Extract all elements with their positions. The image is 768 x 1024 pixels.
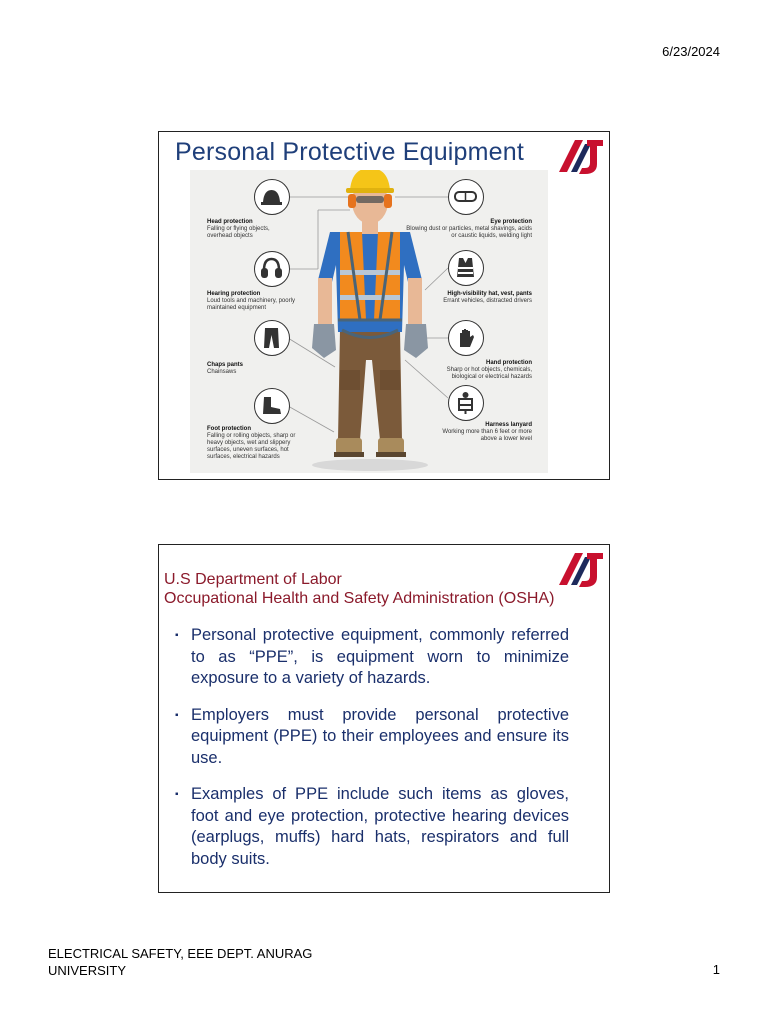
slide-title: Personal Protective Equipment (175, 138, 525, 166)
heading-line-1: U.S Department of Labor (164, 571, 342, 588)
chaps-pants-icon (254, 320, 290, 356)
list-item: ▪ Personal protective equipment, commonly referred to as “PPE”, is equipment worn to minimize exposure to a variety of hazards. (175, 626, 569, 687)
page-footer (48, 945, 312, 979)
footer-line-2: UNIVERSITY (48, 963, 127, 978)
university-logo-icon (557, 136, 605, 178)
list-item: ▪ Employers must provide personal protective equipment (PPE) to their employees and ensure its use. (175, 705, 569, 767)
high-visibility-vest-icon (448, 250, 484, 286)
hazard-desc: Errant vehicles, distracted drivers (443, 298, 532, 304)
bullet-square-icon: ▪ (175, 630, 179, 641)
hazard-name: Harness lanyard (485, 422, 532, 428)
safety-goggles-icon (448, 179, 484, 215)
hazard-hand-protection (432, 360, 532, 381)
slide-osha-ppe (158, 544, 610, 893)
bullet-square-icon: ▪ (175, 789, 179, 800)
hazard-name: Head protection (207, 219, 253, 225)
bullet-square-icon: ▪ (175, 709, 179, 721)
ppe-infographic (190, 170, 548, 473)
hazard-eye-protection (404, 219, 532, 240)
hazard-desc: Loud tools and machinery, poorly maintained equipment (207, 298, 295, 311)
hazard-desc: Working more than 6 feet or more above a lower level (442, 429, 532, 442)
hazard-name: Hand protection (486, 360, 532, 366)
hazard-hearing-protection (207, 291, 299, 312)
page-date: 6/23/2024 (662, 44, 720, 59)
hazard-name: Foot protection (207, 426, 251, 432)
hazard-desc: Falling or rolling objects, sharp or heavy objects, wet and slippery surfaces, uneven surfaces, hot surfaces, electrical hazards (207, 433, 296, 460)
harness-lanyard-icon (448, 385, 484, 421)
slide-ppe-infographic (158, 131, 610, 480)
list-item: ▪ Examples of PPE include such items as gloves, foot and eye protection, protective hearing devices (earplugs, muffs) hard hats, respirators and full body suits. (175, 785, 569, 868)
hazard-desc: Chainsaws (207, 369, 237, 375)
hazard-name: Hearing protection (207, 291, 261, 297)
hazard-high-visibility (422, 291, 532, 305)
safety-boot-icon (254, 388, 290, 424)
page-number: 1 (712, 962, 720, 977)
hazard-desc: Blowing dust or particles, metal shavings, acids or caustic liquids, welding light (406, 226, 532, 239)
hazard-foot-protection (207, 426, 303, 461)
hazard-chaps-pants (207, 362, 289, 376)
hazard-name: Chaps pants (207, 362, 244, 368)
ppe-bullet-list (175, 625, 569, 885)
glove-icon (448, 320, 484, 356)
hazard-desc: Sharp or hot objects, chemicals, biological or electrical hazards (446, 367, 532, 380)
university-logo-icon (557, 549, 605, 591)
osha-heading (164, 570, 554, 608)
hazard-name: High-visibility hat, vest, pants (447, 291, 532, 297)
heading-line-2: Occupational Health and Safety Administration (OSHA) (164, 590, 555, 607)
hazard-name: Eye protection (490, 219, 532, 225)
hazard-head-protection (207, 219, 289, 240)
hard-hat-icon (254, 179, 290, 215)
ear-muffs-icon (254, 251, 290, 287)
hazard-desc: Falling or flying objects, overhead objects (207, 226, 270, 239)
footer-line-1: ELECTRICAL SAFETY, EEE DEPT. ANURAG (48, 946, 313, 961)
hazard-harness-lanyard (428, 422, 532, 443)
